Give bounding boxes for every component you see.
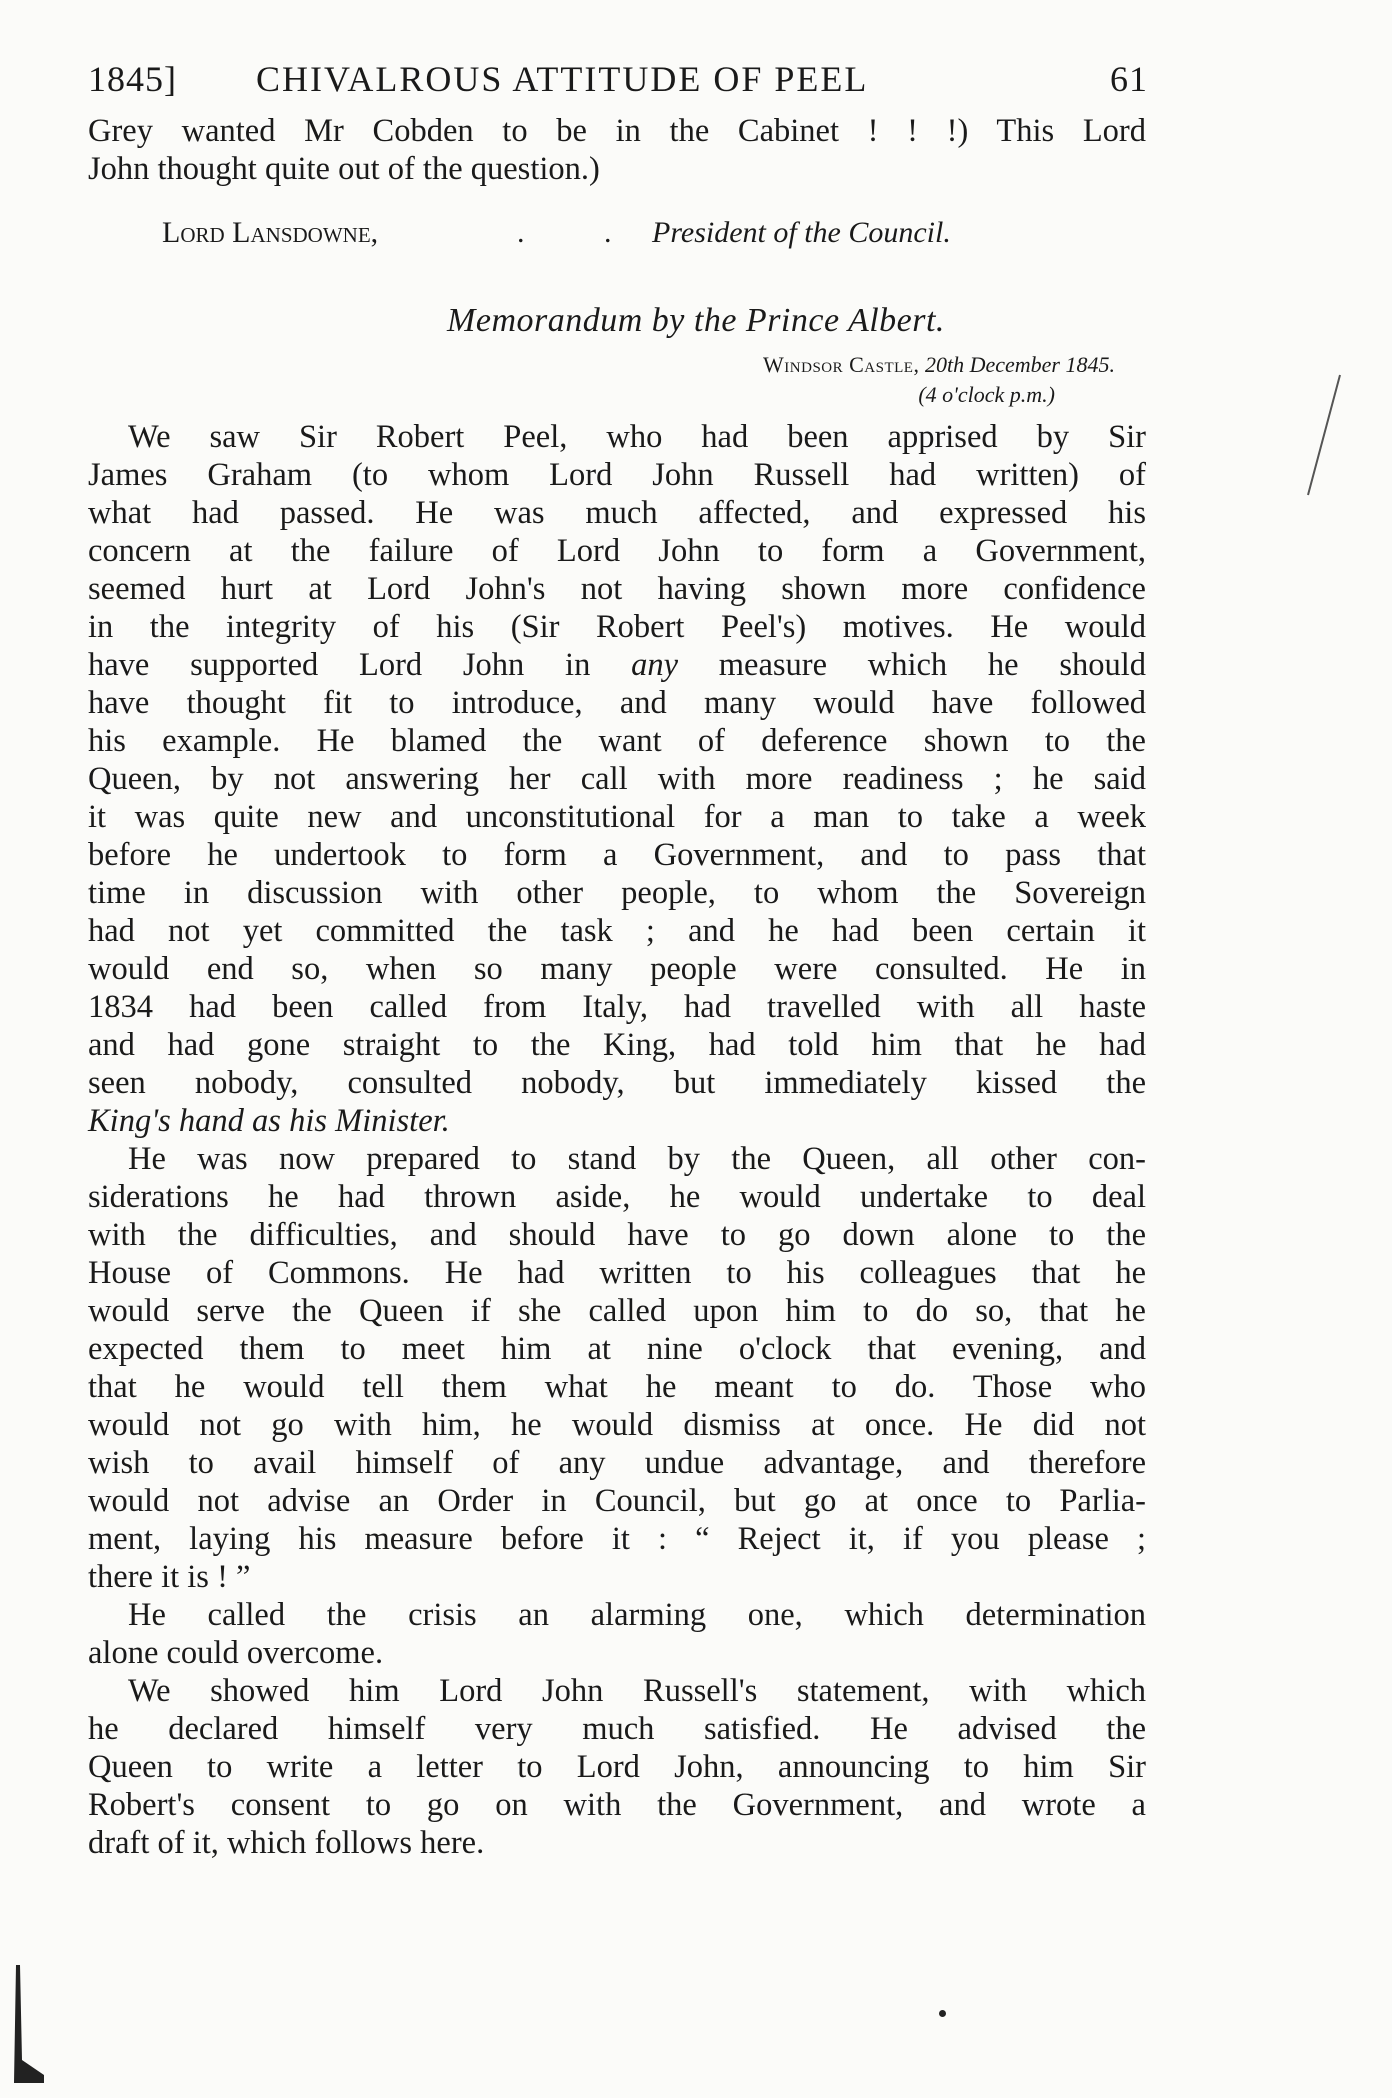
- text-line: seen nobody, consulted nobody, but immediately kissed the: [88, 1065, 1146, 1101]
- text-line: ment, laying his measure before it : “ Reject it, if you please ;: [88, 1521, 1146, 1557]
- text-line: have thought fit to introduce, and many would have followed: [88, 685, 1146, 721]
- text-line: he declared himself very much satisfied. He advised the: [88, 1711, 1146, 1747]
- ink-dot-icon: [939, 2010, 946, 2017]
- text-line: with the difficulties, and should have to go down alone to the: [88, 1217, 1146, 1253]
- text-line: draft of it, which follows here.: [88, 1825, 485, 1861]
- page-number: 61: [1110, 59, 1148, 99]
- text-line: He called the crisis an alarming one, which determination: [128, 1597, 1146, 1633]
- text-line: Queen to write a letter to Lord John, announcing to him Sir: [88, 1749, 1146, 1785]
- appointee-office: President of the Council.: [652, 216, 951, 249]
- text-line: He was now prepared to stand by the Queen, all other con-: [128, 1141, 1146, 1177]
- text-line: Grey wanted Mr Cobden to be in the Cabinet ! ! !) This Lord: [88, 113, 1146, 149]
- header-title: CHIVALROUS ATTITUDE OF PEEL: [256, 59, 869, 99]
- text-fragment: have supported Lord John in: [88, 647, 591, 683]
- memorandum-place: Windsor Castle,: [763, 352, 920, 377]
- memorandum-dateline: [763, 350, 1115, 410]
- memorandum-date: 20th December 1845.: [924, 352, 1115, 377]
- text-line: would serve the Queen if she called upon him to do so, that he: [88, 1293, 1146, 1329]
- text-line: that he would tell them what he meant to do. Those who: [88, 1369, 1146, 1405]
- text-line: would not go with him, he would dismiss at once. He did not: [88, 1407, 1146, 1443]
- pencil-mark-icon: [1300, 370, 1350, 500]
- text-line: seemed hurt at Lord John's not having shown more confidence: [88, 571, 1146, 607]
- text-line: King's hand as his Minister.: [88, 1103, 450, 1139]
- text-line: siderations he had thrown aside, he would undertake to deal: [88, 1179, 1146, 1215]
- text-line: there it is ! ”: [88, 1559, 251, 1595]
- text-line: what had passed. He was much affected, and expressed his: [88, 495, 1146, 531]
- bookmark-smudge-icon: [10, 1965, 50, 2085]
- text-line: Robert's consent to go on with the Government, and wrote a: [88, 1787, 1146, 1823]
- text-line: John thought quite out of the question.): [88, 151, 600, 187]
- text-line: expected them to meet him at nine o'clock that evening, and: [88, 1331, 1146, 1367]
- text-line: would end so, when so many people were consulted. He in: [88, 951, 1146, 987]
- text-line: in the integrity of his (Sir Robert Peel's) motives. He would: [88, 609, 1146, 645]
- text-line: We showed him Lord John Russell's statement, with which: [128, 1673, 1146, 1709]
- text-line: wish to avail himself of any undue advantage, and therefore: [88, 1445, 1146, 1481]
- text-line: time in discussion with other people, to whom the Sovereign: [88, 875, 1146, 911]
- text-line: James Graham (to whom Lord John Russell had written) of: [88, 457, 1146, 493]
- text-line: and had gone straight to the King, had told him that he had: [88, 1027, 1146, 1063]
- text-line: before he undertook to form a Government, and to pass that: [88, 837, 1146, 873]
- text-line: Queen, by not answering her call with more readiness ; he said: [88, 761, 1146, 797]
- text-line: had not yet committed the task ; and he had been certain it: [88, 913, 1146, 949]
- memorandum-time: (4 o'clock p.m.): [918, 382, 1055, 407]
- text-line: would not advise an Order in Council, but go at once to Parlia-: [88, 1483, 1146, 1519]
- text-line: We saw Sir Robert Peel, who had been apprised by Sir: [128, 419, 1146, 455]
- text-line: concern at the failure of Lord John to form a Government,: [88, 533, 1146, 569]
- running-header: [88, 58, 1148, 108]
- leader-dots: . .: [517, 216, 648, 249]
- text-line: his example. He blamed the want of deference shown to the: [88, 723, 1146, 759]
- header-year: 1845]: [88, 59, 177, 99]
- text-line-with-emphasis: [88, 646, 1146, 684]
- text-fragment: measure which he should: [718, 647, 1146, 683]
- emphasis-any: any: [631, 647, 678, 683]
- text-line: 1834 had been called from Italy, had travelled with all haste: [88, 989, 1146, 1025]
- text-line: it was quite new and unconstitutional for a man to take a week: [88, 799, 1146, 835]
- text-line: House of Commons. He had written to his colleagues that he: [88, 1255, 1146, 1291]
- text-line: alone could overcome.: [88, 1635, 384, 1671]
- memorandum-title: Memorandum by the Prince Albert.: [447, 302, 945, 339]
- appointee-name: Lord Lansdowne,: [162, 216, 379, 249]
